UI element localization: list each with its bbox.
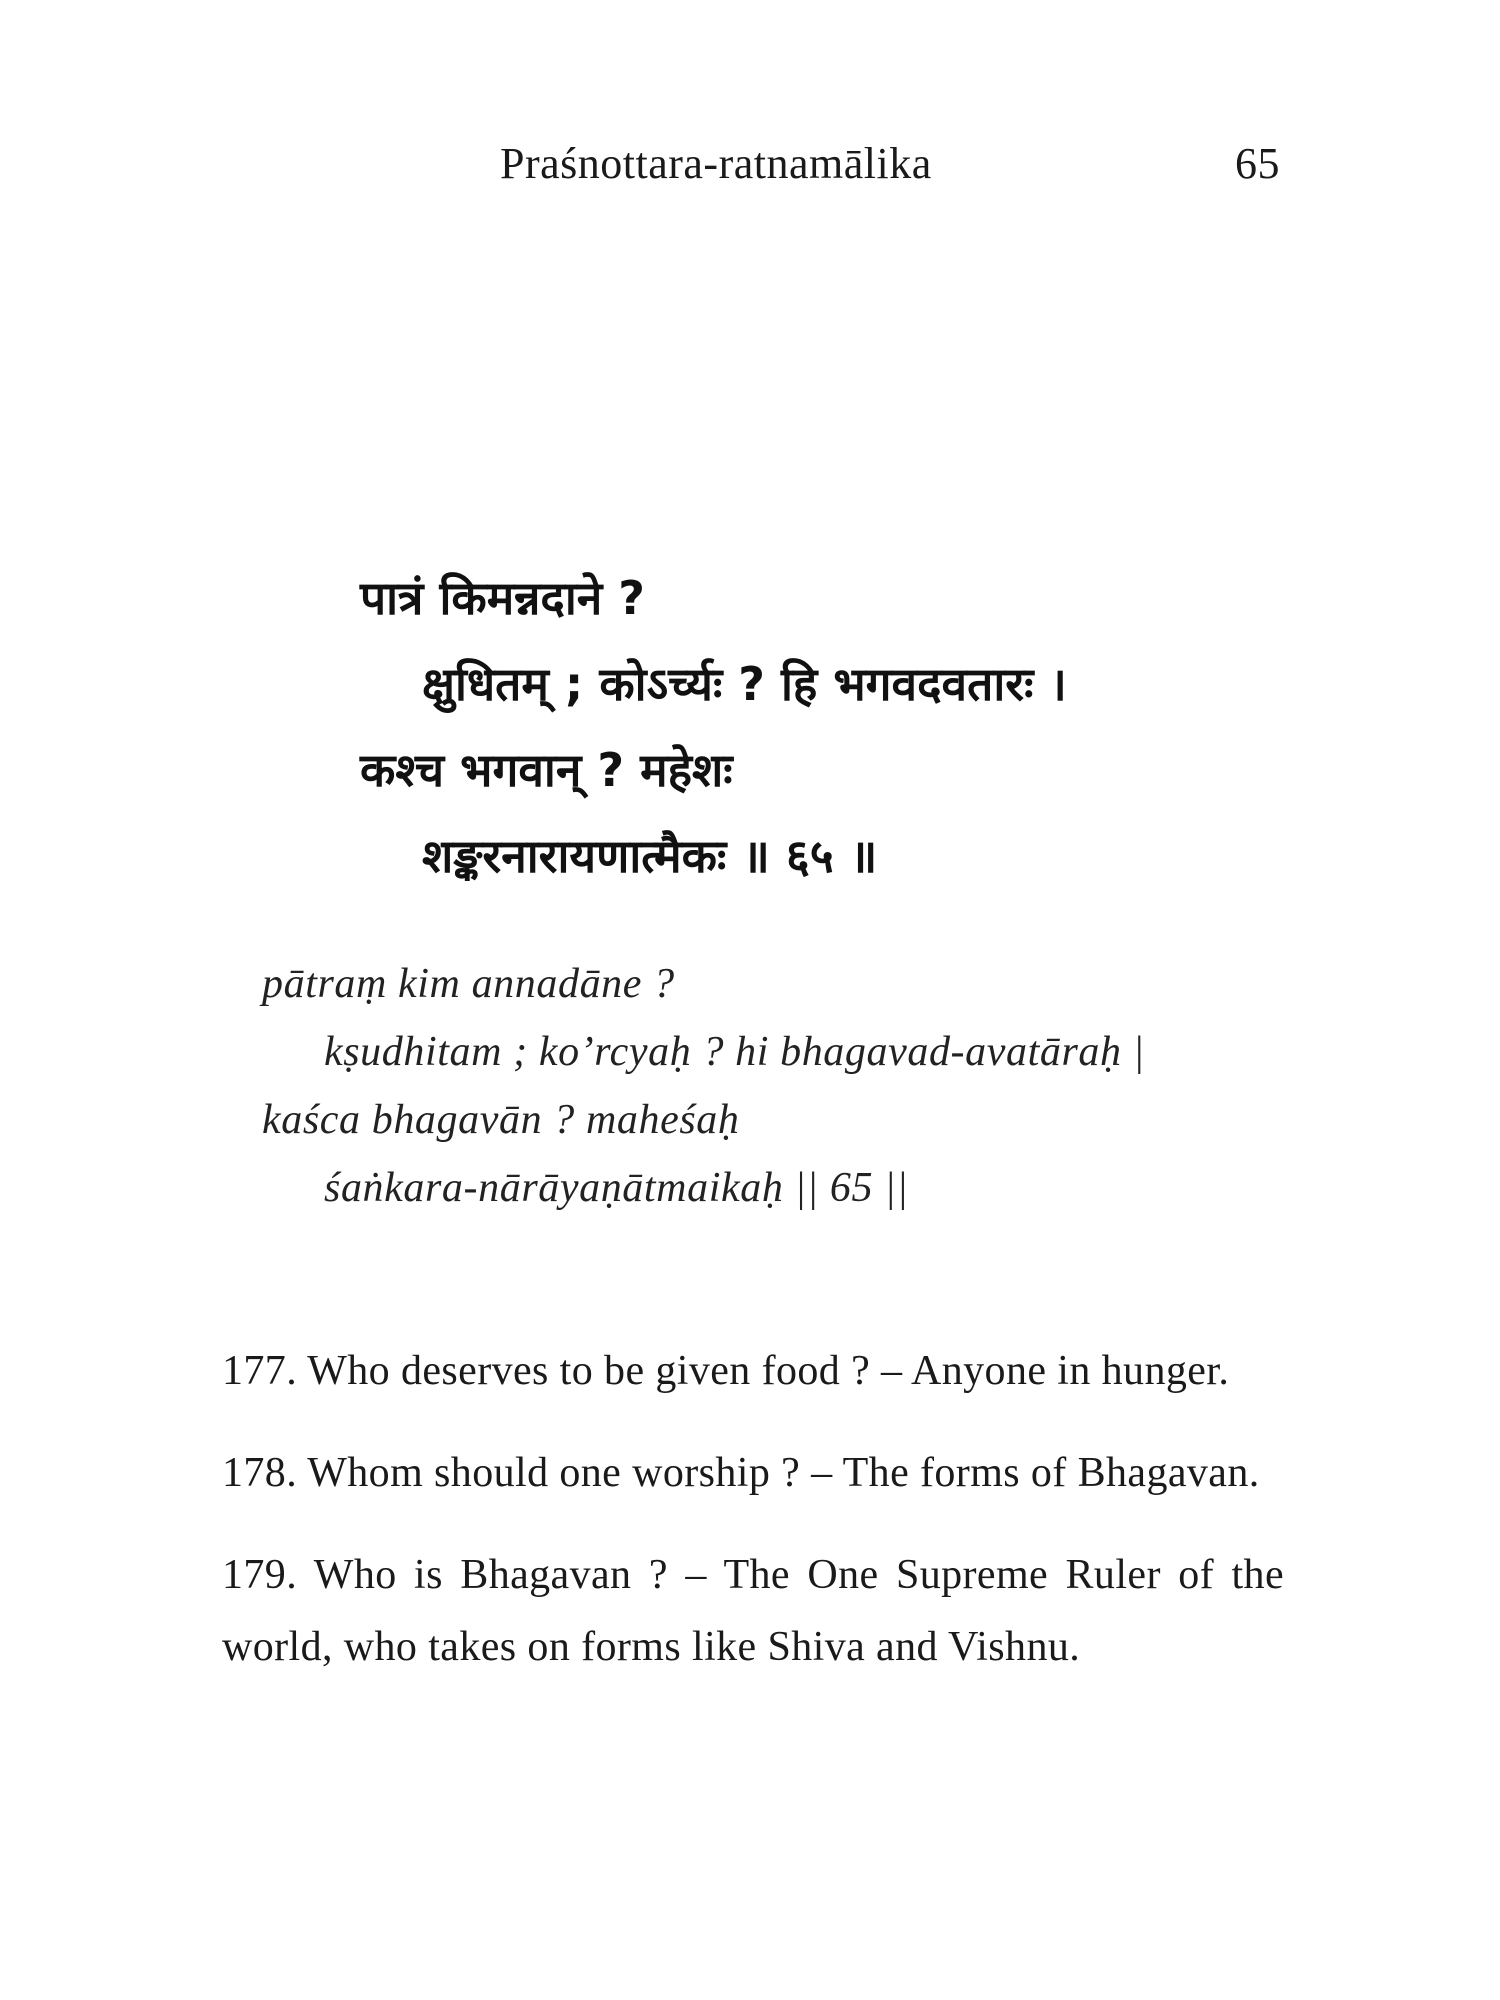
translation-item-179: 179. Who is Bhagavan ? – The One Supreme Ruler of the world, who takes on forms like Shiva and Vishnu. (222, 1552, 1284, 1670)
transliteration-verse (262, 950, 1312, 1222)
sanskrit-line-2: क्षुधितम् ; कोऽर्च्यः ? हि भगवदवतारः । (422, 657, 1067, 711)
transliteration-line-4: śaṅkara-nārāyaṇātmaikaḥ || 65 || (324, 1165, 909, 1211)
transliteration-line-2: kṣudhitam ; ko’rcyaḥ ? hi bhagavad-avatāraḥ | (324, 1029, 1145, 1075)
sanskrit-line-3: कश्च भगवान् ? महेशः (360, 743, 733, 797)
translation-item-178: 178. Whom should one worship ? – The forms of Bhagavan. (222, 1450, 1260, 1496)
transliteration-line-3: kaśca bhagavān ? maheśaḥ (262, 1097, 740, 1143)
sanskrit-line-1: पात्रं किमन्नदाने ? (360, 571, 645, 625)
sanskrit-line-4: शङ्करनारायणात्मैकः ॥ ६५ ॥ (422, 829, 878, 883)
translation-block (222, 1335, 1284, 1713)
page-number: 65 (1235, 139, 1280, 188)
transliteration-line-1: pātraṃ kim annadāne ? (262, 961, 675, 1007)
running-head (220, 138, 1280, 198)
translation-item-177: 177. Who deserves to be given food ? – Anyone in hunger. (222, 1348, 1230, 1394)
sanskrit-verse (360, 555, 1260, 899)
running-title: Praśnottara-ratnamālika (500, 139, 932, 188)
